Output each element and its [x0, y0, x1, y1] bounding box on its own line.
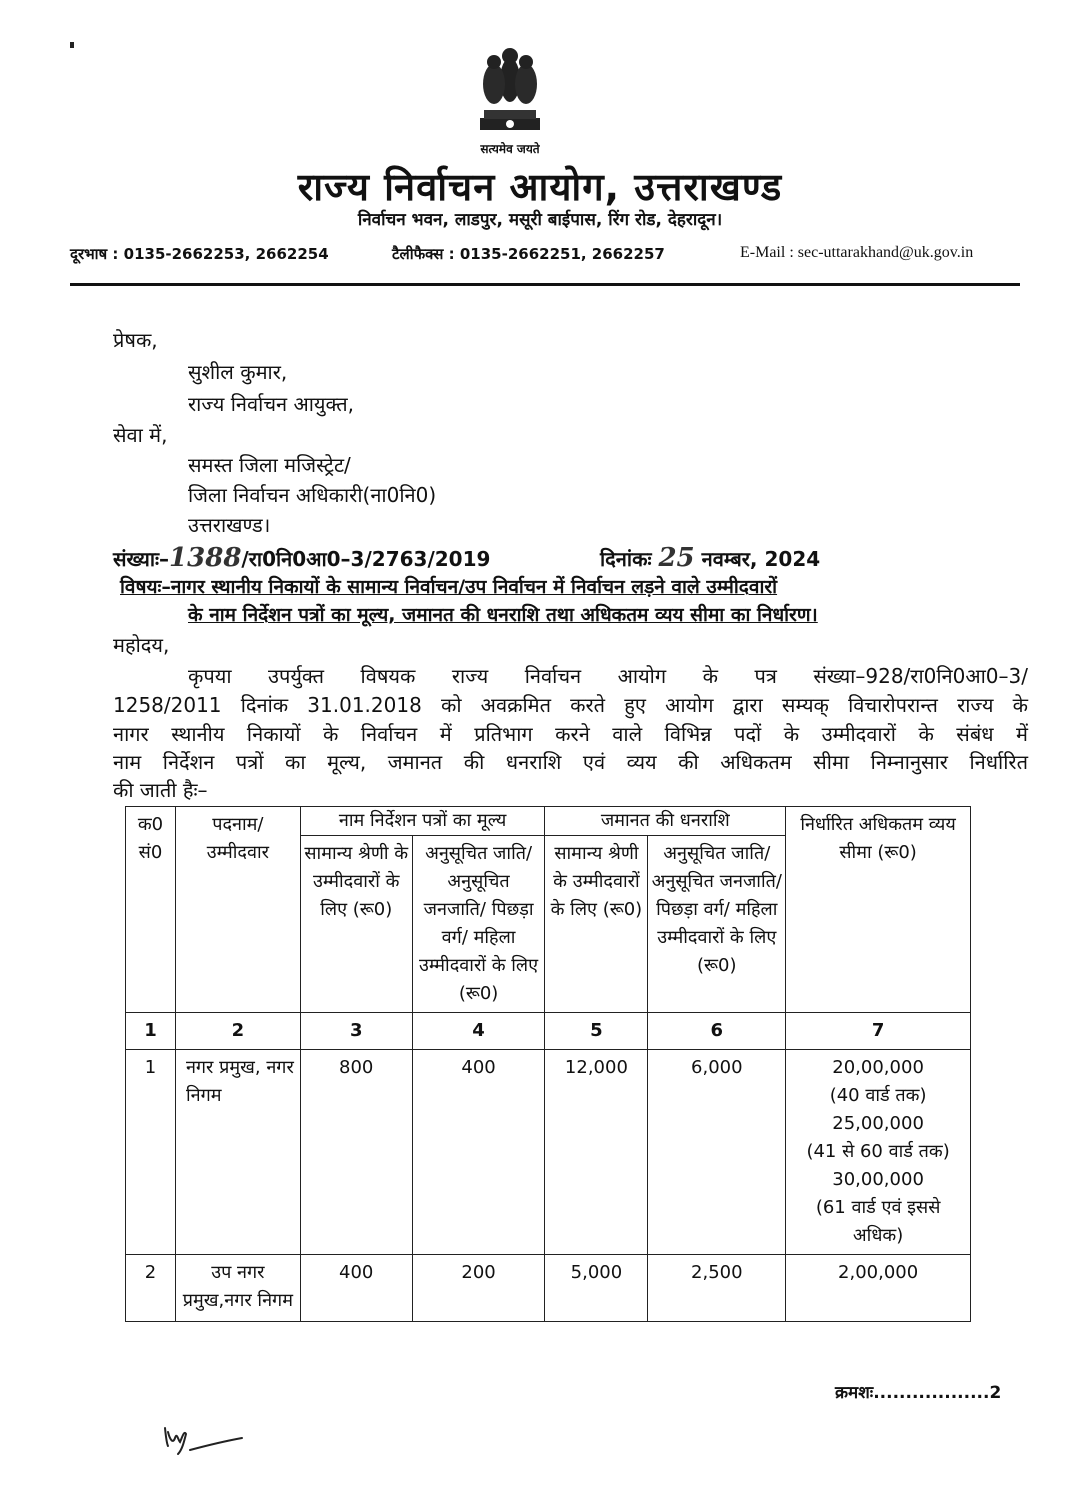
body-line-2: 1258/2011 दिनांक 31.01.2018 को अवक्रमित करते हुए आयोग द्वारा सम्यक् विचारोपरान्त राज्य के	[113, 693, 1028, 717]
header-deposit-general: सामान्य श्रेणी के उम्मीदवारों के लिए (रू0)	[545, 836, 648, 1013]
subject-line-1: विषयः–नागर स्थानीय निकायों के सामान्य निर्वाचन/उप निर्वाचन में निर्वाचन लड़ने वाले उम्मीदवारों	[120, 576, 778, 598]
initials-signature-icon	[160, 1420, 250, 1460]
subject-line-2: के नाम निर्देशन पत्रों का मूल्य, जमानत की धनराशि तथा अधिकतम व्यय सीमा का निर्धारण।	[188, 604, 818, 626]
header-deposit-reserved: अनुसूचित जाति/ अनुसूचित जनजाति/ पिछड़ा वर्ग/ महिला उम्मीदवारों के लिए (रू0)	[648, 836, 786, 1013]
letter-number-rest: /रा0नि0आ0–3/2763/2019	[241, 547, 491, 571]
sender-name: सुशील कुमार,	[188, 360, 288, 384]
row-deposit-general: 12,000	[545, 1050, 648, 1255]
column-number-row	[126, 1013, 971, 1050]
from-label: प्रेषक,	[113, 328, 158, 352]
column-number: 3	[300, 1013, 412, 1050]
emblem-motto: सत्यमेव जयते	[480, 142, 540, 156]
recipient-line-2: जिला निर्वाचन अधिकारी(ना0नि0)	[188, 483, 437, 507]
row-expense-limit: 2,00,000	[786, 1255, 971, 1322]
recipient-line-3: उत्तराखण्ड।	[188, 513, 271, 537]
letter-date-handwritten: 25	[658, 543, 695, 573]
row-nomination-general: 400	[300, 1255, 412, 1322]
column-number: 7	[786, 1013, 971, 1050]
row-serial-number: 1	[126, 1050, 176, 1255]
header-serial-number: क0 सं0	[126, 807, 176, 1013]
scan-speck	[70, 42, 74, 48]
row-expense-limit	[786, 1050, 971, 1255]
row-post: नगर प्रमुख, नगर निगम	[175, 1050, 300, 1255]
letter-number	[113, 543, 490, 573]
letter-number-handwritten: 1388	[169, 543, 242, 573]
fax-numbers: टैलीफैक्स : 0135-2662251, 2662257	[392, 245, 665, 263]
letter-date	[600, 543, 820, 573]
state-emblem-icon	[470, 40, 550, 140]
row-nomination-reserved: 400	[412, 1050, 545, 1255]
body-line-3: नागर स्थानीय निकायों के निर्वाचन में प्रतिभाग करने वाले विभिन्न पदों के उम्मीदवारों के संबंध में	[113, 722, 1028, 746]
expense-limit-line: (61 वार्ड एवं इससे	[815, 1197, 941, 1218]
expense-limit-line: अधिक)	[852, 1225, 904, 1246]
header-nomination-reserved: अनुसूचित जाति/ अनुसूचित जनजाति/ पिछड़ा वर्ग/ महिला उम्मीदवारों के लिए (रू0)	[412, 836, 545, 1013]
expense-limit-line: (41 से 60 वार्ड तक)	[806, 1141, 950, 1162]
row-nomination-reserved: 200	[412, 1255, 545, 1322]
letter-number-label: संख्याः–	[113, 547, 170, 571]
letter-date-label: दिनांकः	[600, 547, 652, 571]
body-line-5: की जाती हैः–	[113, 778, 208, 802]
expense-limit-line: (40 वार्ड तक)	[829, 1085, 927, 1106]
header-post: पदनाम/ उम्मीदवार	[175, 807, 300, 1013]
column-number: 2	[175, 1013, 300, 1050]
continued-marker: क्रमशः..................2	[835, 1383, 1002, 1403]
sender-title: राज्य निर्वाचन आयुक्त,	[188, 392, 355, 416]
table-header-row	[126, 807, 971, 836]
row-deposit-general: 5,000	[545, 1255, 648, 1322]
letter-date-rest: नवम्बर, 2024	[701, 547, 821, 571]
column-number: 6	[648, 1013, 786, 1050]
table-row	[126, 1050, 971, 1255]
salutation: महोदय,	[113, 633, 170, 657]
phone-numbers: दूरभाष : 0135-2662253, 2662254	[70, 245, 329, 263]
column-number: 4	[412, 1013, 545, 1050]
fee-table	[125, 806, 971, 1322]
body-line-4: नाम निर्देशन पत्रों का मूल्य, जमानत की धनराशि एवं व्यय की अधिकतम सीमा निम्नानुसार निर्धारित	[113, 750, 1028, 774]
row-serial-number: 2	[126, 1255, 176, 1322]
header-nomination-fee: नाम निर्देशन पत्रों का मूल्य	[300, 807, 545, 836]
organization-address: निर्वाचन भवन, लाडपुर, मसूरी बाईपास, रिंग रोड, देहरादून।	[357, 210, 723, 230]
organization-title: राज्य निर्वाचन आयोग, उत्तराखण्ड	[297, 165, 783, 209]
expense-limit-line: 30,00,000	[832, 1169, 924, 1190]
expense-limit-line: 25,00,000	[832, 1113, 924, 1134]
recipient-line-1: समस्त जिला मजिस्ट्रेट/	[188, 453, 351, 477]
header-expense-limit: निर्धारित अधिकतम व्यय सीमा (रू0)	[786, 807, 971, 1013]
body-line-1: कृपया उपर्युक्त विषयक राज्य निर्वाचन आयोग के पत्र संख्या–928/रा0नि0आ0–3/	[188, 664, 1028, 688]
to-label: सेवा में,	[113, 423, 168, 447]
header-nomination-general: सामान्य श्रेणी के उम्मीदवारों के लिए (रू0)	[300, 836, 412, 1013]
header-security-deposit: जमानत की धनराशि	[545, 807, 786, 836]
row-nomination-general: 800	[300, 1050, 412, 1255]
row-deposit-reserved: 2,500	[648, 1255, 786, 1322]
expense-limit-line: 20,00,000	[832, 1057, 924, 1078]
header-divider	[70, 283, 1020, 286]
column-number: 5	[545, 1013, 648, 1050]
row-post: उप नगर प्रमुख,नगर निगम	[175, 1255, 300, 1322]
row-deposit-reserved: 6,000	[648, 1050, 786, 1255]
column-number: 1	[126, 1013, 176, 1050]
email-address: E-Mail : sec-uttarakhand@uk.gov.in	[740, 244, 974, 261]
table-row	[126, 1255, 971, 1322]
